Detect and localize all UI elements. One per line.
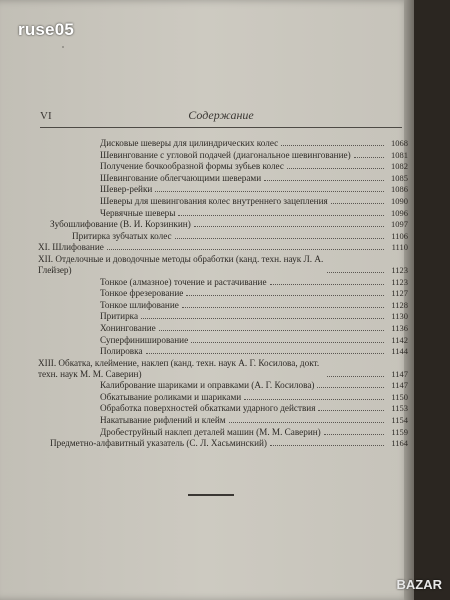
toc-entry <box>38 438 408 449</box>
toc-entry <box>38 219 408 230</box>
toc-entry-page: 1153 <box>391 403 408 414</box>
page-header <box>40 108 402 126</box>
toc-entry-page: 1082 <box>391 161 408 172</box>
dot-leader <box>194 226 384 227</box>
toc-entry <box>38 277 408 288</box>
toc-entry-title: Притирка <box>100 311 139 322</box>
toc-entry <box>38 150 408 161</box>
toc-entry-page: 1068 <box>391 138 408 148</box>
page-title: Содержание <box>188 108 254 122</box>
dot-leader <box>107 249 384 250</box>
toc-entry-page: 1086 <box>391 184 408 195</box>
toc-entry-page: 1090 <box>391 195 408 206</box>
toc-entry <box>38 346 408 357</box>
end-rule <box>188 494 234 496</box>
toc-entry <box>38 242 408 253</box>
corner-badge: BAZAR <box>396 577 442 592</box>
dot-leader <box>281 145 384 146</box>
toc-entry <box>38 415 408 426</box>
toc-entry <box>38 173 408 184</box>
toc-entry <box>38 231 408 242</box>
dot-leader <box>331 203 384 204</box>
dot-leader <box>178 215 384 216</box>
toc-entry-title: Тонкое (алмазное) точение и растачивание <box>100 276 267 287</box>
toc-entry-title: Обкатывание роликами и шариками <box>100 391 242 402</box>
dot-leader <box>264 180 384 181</box>
header-rule <box>40 127 402 128</box>
toc-entry <box>38 184 408 195</box>
dot-leader <box>354 157 384 158</box>
toc-entry-title: Получение бочкообразной формы зубьев колес <box>100 161 284 172</box>
toc-entry-page: 1128 <box>391 299 408 310</box>
dot-leader <box>324 434 384 435</box>
dot-leader <box>182 307 384 308</box>
toc-entry-page: 1136 <box>391 322 408 333</box>
toc-entry-title: XIII. Обкатка, клеймение, наклеп (канд. техн. наук А. Г. Косилова, докт. техн. наук М. М. Саверин) <box>38 357 320 379</box>
toc-entry-title: Шевингование с угловой подачей (диагональное шевингование) <box>100 149 351 160</box>
toc-entry <box>38 335 408 346</box>
dot-leader <box>287 168 384 169</box>
dot-leader <box>159 330 384 331</box>
page-number: VI <box>40 110 52 122</box>
dot-leader <box>141 318 384 319</box>
toc-entry <box>38 161 408 172</box>
toc-entry-page: 1123 <box>391 276 408 287</box>
toc-entry <box>38 254 408 276</box>
dot-leader <box>317 387 384 388</box>
toc-entry-title: Хонингование <box>100 322 156 333</box>
toc-entry <box>38 427 408 438</box>
toc-entry-title: Предметно-алфавитный указатель (С. Л. Хасьминский) <box>50 438 267 449</box>
dot-leader <box>146 353 384 354</box>
toc-entry-title: XI. Шлифование <box>38 242 104 253</box>
toc-entry-title: XII. Отделочные и доводочные методы обработки (канд. техн. наук Л. А. Глейзер) <box>38 253 324 275</box>
toc-entry-title: Шевингование облегчающими шеверами <box>100 172 262 183</box>
toc-entry-page: 1085 <box>391 172 408 183</box>
toc-entry-page: 1164 <box>391 438 408 449</box>
dot-leader <box>191 342 384 343</box>
toc-entry-title: Дробеструйный наклеп деталей машин (М. М. Саверин) <box>100 426 321 437</box>
dot-leader <box>229 422 384 423</box>
toc-entry <box>38 300 408 311</box>
toc-entry <box>38 392 408 403</box>
toc-entry-page: 1147 <box>391 368 408 379</box>
toc-entry-page: 1144 <box>391 346 408 357</box>
toc-entry <box>38 358 408 380</box>
toc-entry <box>38 288 408 299</box>
toc-entry <box>38 138 408 149</box>
toc-entry-page: 1142 <box>391 334 408 345</box>
dot-leader <box>318 410 384 411</box>
dot-leader <box>270 284 384 285</box>
paper-speck <box>62 46 64 48</box>
toc-entry-page: 1127 <box>391 288 408 299</box>
toc-entry-page: 1159 <box>391 426 408 437</box>
dot-leader <box>155 191 384 192</box>
toc-entry <box>38 403 408 414</box>
dot-leader <box>327 272 384 273</box>
toc-entry-page: 1150 <box>391 391 408 402</box>
toc-entry-page: 1097 <box>391 219 408 230</box>
dot-leader <box>244 399 384 400</box>
toc-entry-page: 1130 <box>391 311 408 322</box>
dot-leader <box>327 376 384 377</box>
toc-entry-title: Червячные шеверы <box>100 207 176 218</box>
dot-leader <box>270 445 384 446</box>
toc-entry-page: 1154 <box>391 415 408 426</box>
watermark: ruse05 <box>18 20 75 39</box>
toc-entry-title: Суперфиниширование <box>100 334 189 345</box>
toc-entry-title: Тонкое шлифование <box>100 299 179 310</box>
toc-entry-title: Обработка поверхностей обкатками ударного действия <box>100 403 316 414</box>
toc-entry-title: Дисковые шеверы для цилиндрических колес <box>100 138 279 148</box>
toc-entry <box>38 380 408 391</box>
toc-entry-title: Притирка зубчатых колес <box>72 230 172 241</box>
dot-leader <box>175 238 384 239</box>
toc-entry-page: 1123 <box>391 264 408 275</box>
toc-entry-page: 1147 <box>391 380 408 391</box>
toc-entry-page: 1110 <box>391 242 408 253</box>
toc-entry-title: Тонкое фрезерование <box>100 288 184 299</box>
table-of-contents <box>38 138 408 450</box>
toc-entry <box>38 196 408 207</box>
toc-entry-page: 1081 <box>391 149 408 160</box>
toc-entry-page: 1106 <box>391 230 408 241</box>
toc-entry <box>38 311 408 322</box>
dot-leader <box>186 295 384 296</box>
toc-entry-title: Шеверы для шевингования колес внутреннего зацепления <box>100 195 328 206</box>
toc-entry-title: Полировка <box>100 346 143 357</box>
toc-entry-page: 1096 <box>391 207 408 218</box>
toc-entry-title: Шевер-рейки <box>100 184 153 195</box>
toc-entry <box>38 323 408 334</box>
toc-entry <box>38 208 408 219</box>
toc-entry-title: Накатывание рифлений и клейм <box>100 415 226 426</box>
toc-entry-title: Зубошлифование (В. И. Корзинкин) <box>50 219 191 230</box>
toc-entry-title: Калибрование шариками и оправками (А. Г. Косилова) <box>100 380 315 391</box>
